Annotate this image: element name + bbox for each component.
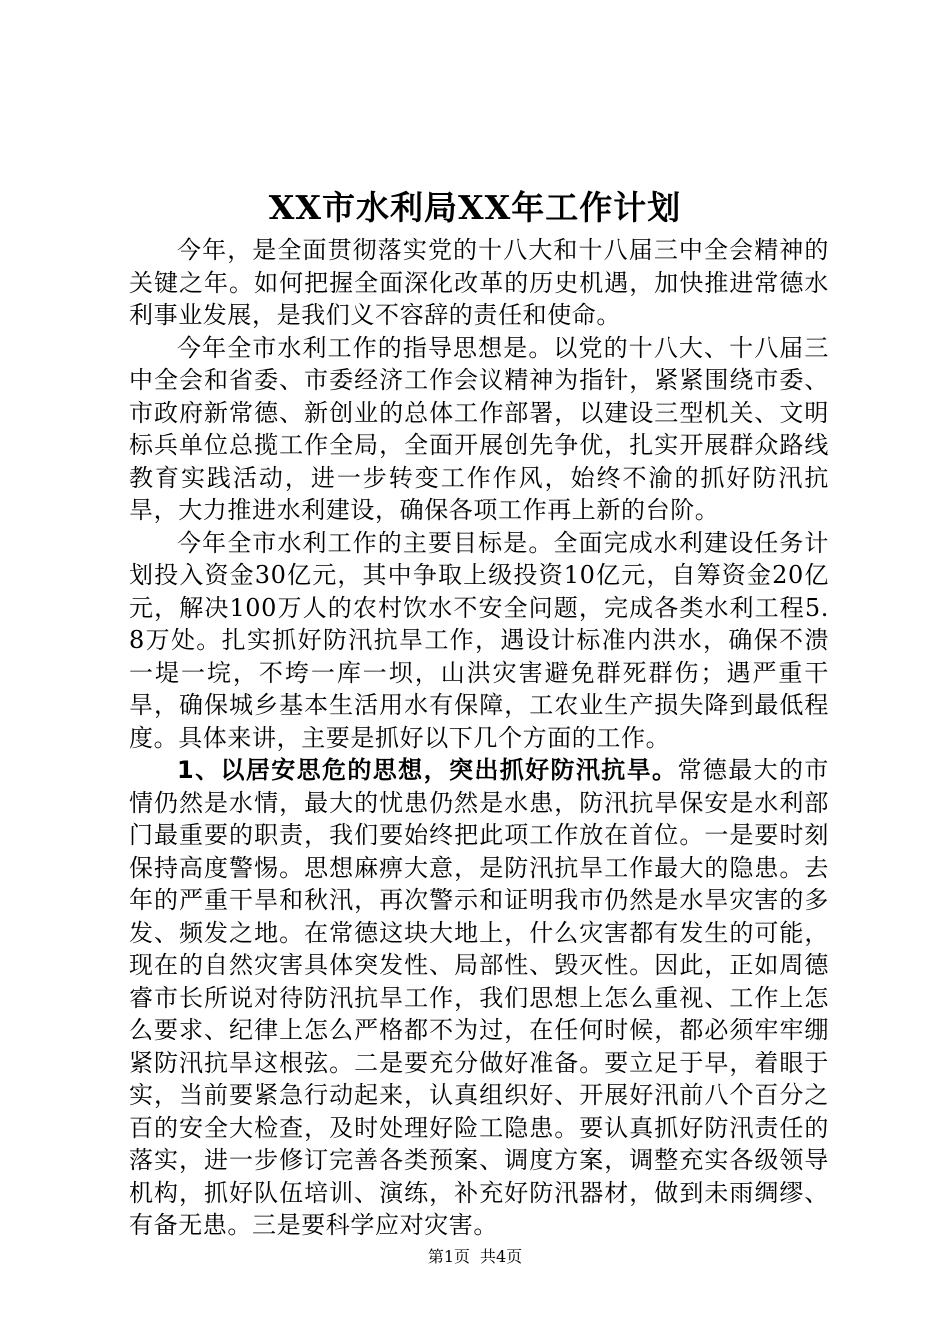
paragraph-4-text: 常德最大的市情仍然是水情，最大的忧患仍然是水患，防汛抗旱保安是水利部门最重要的职责，我们要始终把此项工作放在首位。一是要时刻保持高度警惕。思想麻痹大意，是防汛抗旱工作最大的隐患。去年的严重干旱和秋汛，再次警示和证明我市仍然是水旱灾害的多发、频发之地。在常德这块大地上，什么灾害都有发生的可能，现在的自然灾害具体突发性、局部性、毁灭性。因此，正如周德睿市长所说对待防汛抗旱工作，我们思想上怎么重视、工作上怎么要求、纪律上怎么严格都不为过，在任何时候，都必须牢牢绷紧防汛抗旱这根弦。二是要充分做好准备。要立足于早，着眼于实，当前要紧急行动起来，认真组织好、开展好汛前八个百分之百的安全大检查，及时处理好险工隐患。要认真抓好防汛责任的落实，进一步修订完善各类预案、调度方案，调整充实各级领导机构，抓好队伍培训、演练，补充好防汛器材，做到未雨绸缪、有备无患。三是要科学应对灾害。 <box>129 756 829 1239</box>
paragraph-2 <box>129 332 829 527</box>
paragraph-2-text: 今年全市水利工作的指导思想是。以党的十八大、十八届三中全会和省委、市委经济工作会议精神为指针，紧紧围绕市委、市政府新常德、新创业的总体工作部署，以建设三型机关、文明标兵单位总揽工作全局，全面开展创先争优，扎实开展群众路线教育实践活动，进一步转变工作作风，始终不渝的抓好防汛抗旱，大力推进水利建设，确保各项工作再上新的台阶。 <box>129 333 829 524</box>
paragraph-3-text: 今年全市水利工作的主要目标是。全面完成水利建设任务计划投入资金30亿元，其中争取上级投资10亿元，自筹资金20亿元，解决100万人的农村饮水不安全问题，完成各类水利工程5.8万处。扎实抓好防汛抗旱工作，遇设计标准内洪水，确保不溃一堤一垸，不垮一库一坝，山洪灾害避免群死群伤；遇严重干旱，确保城乡基本生活用水有保障，工农业生产损失降到最低程度。具体来讲，主要是抓好以下几个方面的工作。 <box>129 528 829 752</box>
paragraph-3 <box>129 527 829 755</box>
paragraph-1 <box>129 234 829 332</box>
document-title: XX市水利局XX年工作计划 <box>268 188 682 227</box>
paragraph-4 <box>129 754 829 1242</box>
paragraph-1-text: 今年，是全面贯彻落实党的十八大和十八届三中全会精神的关键之年。如何把握全面深化改革的历史机遇，加快推进常德水利事业发展，是我们义不容辞的责任和使命。 <box>129 236 829 329</box>
page-number: 第1页 <box>427 1247 470 1266</box>
section-1-heading: 1、以居安思危的思想，突出抓好防汛抗旱。 <box>177 756 678 784</box>
page-footer <box>0 1246 950 1268</box>
document-body <box>129 234 829 1242</box>
page-total: 共4页 <box>480 1247 523 1266</box>
